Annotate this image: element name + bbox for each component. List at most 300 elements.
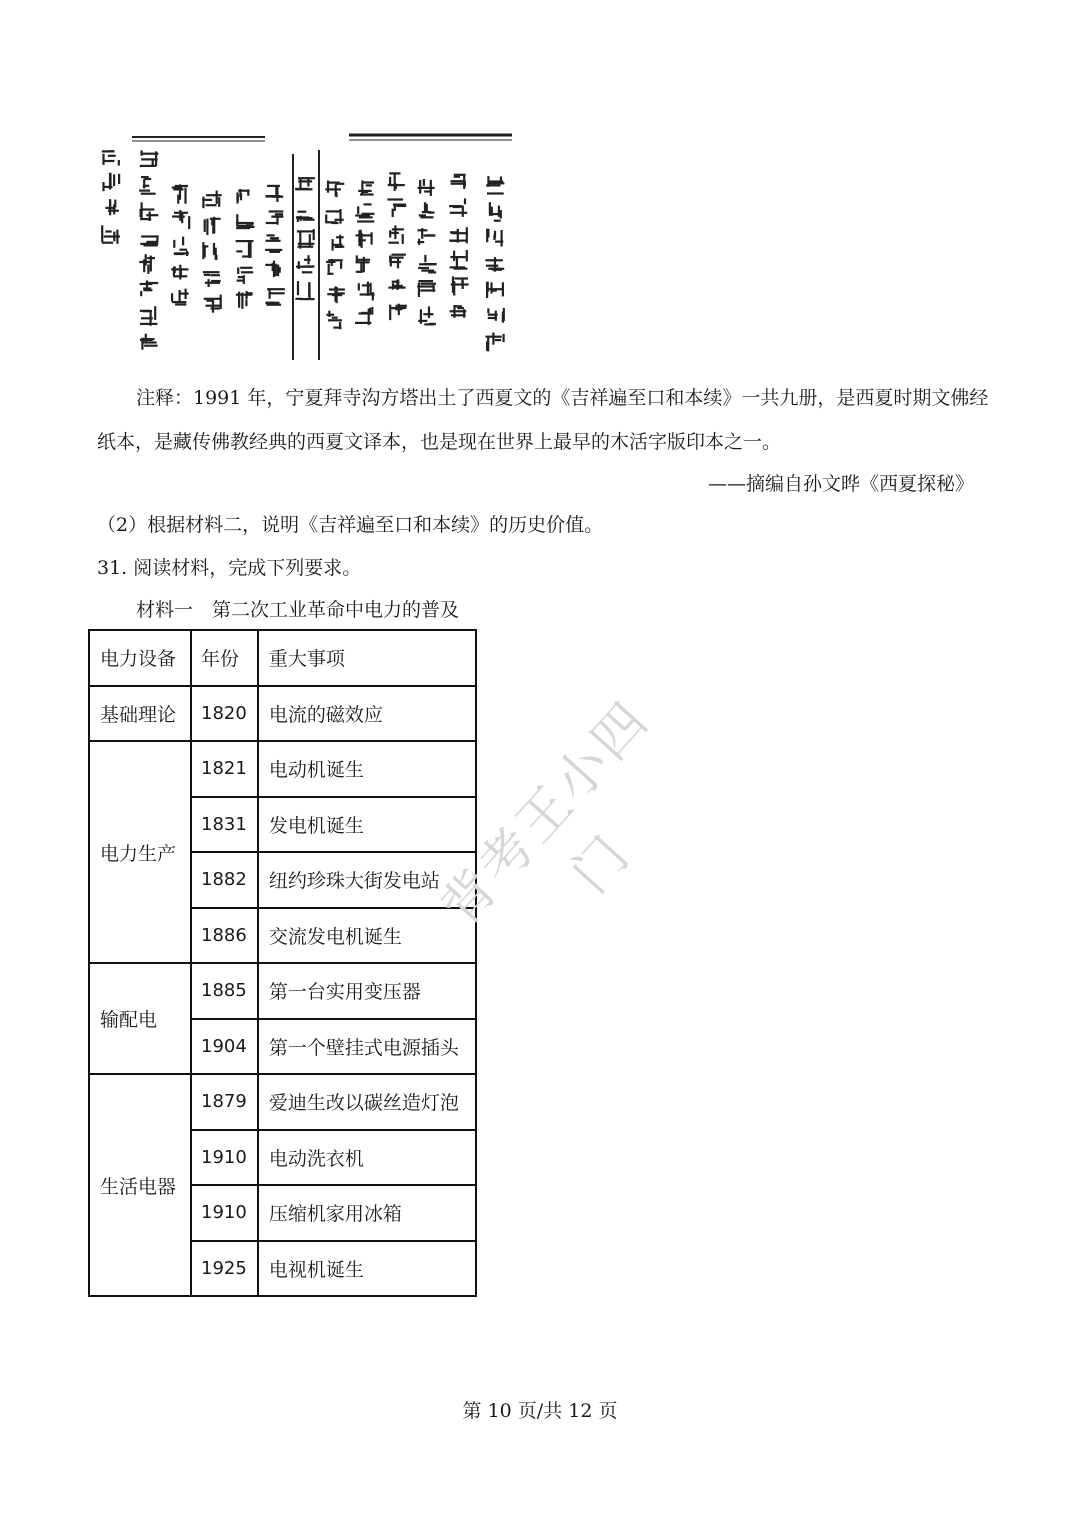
event-cell: 压缩机家用冰箱 <box>258 1185 476 1241</box>
tangut-glyph-stroke <box>180 293 189 295</box>
tangut-glyph-stroke <box>182 237 184 246</box>
tangut-glyph-stroke <box>173 275 187 277</box>
tangut-glyph-stroke <box>361 180 363 195</box>
tangut-glyph-stroke <box>488 317 496 319</box>
tangut-glyph-stroke <box>495 339 501 341</box>
year-cell: 1879 <box>191 1074 258 1130</box>
tangut-glyph-stroke <box>298 261 300 269</box>
tangut-glyph-stroke <box>364 203 372 205</box>
tangut-glyph-stroke <box>394 205 396 211</box>
tangut-glyph-stroke <box>421 283 437 285</box>
tangut-glyph-stroke <box>108 150 115 152</box>
tangut-glyph-stroke <box>391 254 405 256</box>
tangut-glyph-stroke <box>144 178 151 180</box>
tangut-glyph-stroke <box>336 236 344 238</box>
tangut-glyph-stroke <box>495 311 497 321</box>
tangut-glyph-stroke <box>423 179 425 186</box>
tangut-glyph-stroke <box>303 265 314 267</box>
tangut-glyph-stroke <box>172 215 179 217</box>
tangut-glyph-stroke <box>428 306 430 318</box>
event-cell: 发电机诞生 <box>258 797 476 853</box>
tangut-glyph-stroke <box>179 210 181 221</box>
tangut-glyph-stroke <box>246 292 253 294</box>
tangut-glyph-stroke <box>215 248 217 260</box>
tangut-glyph-stroke <box>466 250 468 261</box>
tangut-glyph-stroke <box>202 197 204 209</box>
tangut-glyph-stroke <box>175 185 188 187</box>
tangut-glyph-stroke <box>104 235 120 237</box>
tangut-glyph-stroke <box>177 195 179 204</box>
tangut-glyph-stroke <box>358 259 370 261</box>
tangut-glyph-stroke <box>359 216 373 218</box>
tangut-glyph-stroke <box>429 323 436 325</box>
tangut-glyph-stroke <box>269 251 280 253</box>
tangut-glyph-stroke <box>139 190 150 192</box>
tangut-glyph-stroke <box>206 194 222 196</box>
tangut-glyph-stroke <box>494 220 501 222</box>
tangut-glyph-stroke <box>422 211 431 213</box>
tangut-glyph-stroke <box>450 310 467 312</box>
tangut-glyph-stroke <box>300 216 302 221</box>
tangut-glyph-stroke <box>113 174 115 186</box>
tangut-glyph-stroke <box>206 300 212 302</box>
tangut-glyph-stroke <box>358 230 360 246</box>
tangut-glyph-stroke <box>502 282 504 296</box>
tangut-glyph-stroke <box>203 271 220 273</box>
tangut-glyph-stroke <box>371 307 373 315</box>
tangut-glyph-stroke <box>329 288 345 290</box>
tangut-glyph-stroke <box>457 229 459 243</box>
event-cell: 电动机诞生 <box>258 741 476 797</box>
tangut-glyph-stroke <box>328 264 330 273</box>
tangut-glyph-stroke <box>109 200 111 215</box>
event-cell: 交流发电机诞生 <box>258 908 476 964</box>
tangut-glyph-stroke <box>463 175 465 189</box>
tangut-glyph-stroke <box>491 207 493 216</box>
tangut-glyph-stroke <box>240 193 242 200</box>
tangut-glyph-stroke <box>328 319 342 321</box>
tangut-glyph-stroke <box>143 259 145 272</box>
tangut-glyph-stroke <box>236 214 238 225</box>
tangut-glyph-stroke <box>171 293 173 301</box>
tangut-glyph-stroke <box>140 209 142 218</box>
table-header-row <box>89 630 476 686</box>
tangut-glyph-stroke <box>489 180 504 182</box>
tangut-glyph-stroke <box>141 176 149 178</box>
tangut-glyph-stroke <box>211 307 221 309</box>
note-line-1: 注释：1991 年，宁夏拜寺沟方塔出土了西夏文的《吉祥遍至口和本续》一共九册，是西夏时期文佛经 <box>136 387 989 409</box>
year-cell: 1885 <box>191 963 258 1019</box>
tangut-glyph-stroke <box>102 242 113 244</box>
tangut-glyph-stroke <box>451 180 465 182</box>
tangut-glyph-stroke <box>332 317 338 319</box>
event-cell: 电视机诞生 <box>258 1241 476 1297</box>
tangut-glyph-stroke <box>462 280 464 289</box>
tangut-glyph-stroke <box>302 271 312 273</box>
event-cell: 第一台实用变压器 <box>258 963 476 1019</box>
tangut-glyph-stroke <box>140 323 157 325</box>
event-cell: 电动洗衣机 <box>258 1130 476 1186</box>
tangut-glyph-stroke <box>396 280 398 290</box>
tangut-glyph-stroke <box>146 214 158 216</box>
tangut-glyph-stroke <box>356 271 363 273</box>
tangut-glyph-stroke <box>206 204 217 206</box>
tangut-glyph-stroke <box>454 174 466 176</box>
tangut-glyph-stroke <box>141 235 159 237</box>
tangut-glyph-stroke <box>204 274 210 276</box>
tangut-glyph-stroke <box>486 265 498 267</box>
category-cell: 电力生产 <box>89 741 191 963</box>
year-cell: 1882 <box>191 852 258 908</box>
tangut-glyph-stroke <box>173 267 175 276</box>
tangut-glyph-stroke <box>105 230 111 232</box>
tangut-glyph-stroke <box>391 232 399 234</box>
tangut-glyph-stroke <box>327 181 329 193</box>
tangut-glyph-stroke <box>184 188 186 204</box>
material-1-caption: 材料一 第二次工业革命中电力的普及 <box>136 599 460 621</box>
tangut-glyph-stroke <box>433 285 435 292</box>
tangut-glyph-stroke <box>140 218 151 220</box>
tangut-glyph-stroke <box>240 267 252 269</box>
tangut-glyph-stroke <box>141 150 143 155</box>
page-footer: 第 10 页/共 12 页 <box>462 1400 618 1422</box>
header-cell: 年份 <box>191 630 258 686</box>
tangut-glyph-stroke <box>265 249 282 251</box>
tangut-glyph-stroke <box>140 165 156 167</box>
tangut-glyph-stroke <box>140 291 142 296</box>
tangut-glyph-stroke <box>371 232 373 244</box>
tangut-glyph-stroke <box>304 259 311 261</box>
tangut-glyph-stroke <box>273 216 284 218</box>
tangut-glyph-stroke <box>179 249 187 251</box>
tangut-glyph-stroke <box>270 237 279 239</box>
tangut-glyph-stroke <box>421 270 434 272</box>
tangut-glyph-stroke <box>241 271 253 273</box>
tangut-glyph-stroke <box>247 189 249 195</box>
tangut-glyph-stroke <box>179 290 181 301</box>
tangut-glyph-stroke <box>466 227 468 243</box>
tangut-glyph-stroke <box>494 231 496 238</box>
tangut-glyph-stroke <box>402 234 404 244</box>
tangut-glyph-stroke <box>297 281 299 295</box>
tangut-glyph-stroke <box>492 269 502 271</box>
tangut-glyph-stroke <box>118 174 120 184</box>
tangut-glyph-stroke <box>389 242 399 244</box>
tangut-glyph-stroke <box>154 306 156 320</box>
tangut-glyph-stroke <box>238 292 240 308</box>
tangut-glyph-stroke <box>211 219 213 225</box>
tangut-glyph-stroke <box>335 192 337 197</box>
tangut-glyph-stroke <box>175 303 186 305</box>
tangut-glyph-stroke <box>142 153 158 155</box>
tangut-glyph-stroke <box>453 206 459 208</box>
tangut-glyph-stroke <box>265 264 273 266</box>
tangut-glyph-stroke <box>246 223 254 225</box>
tangut-glyph-stroke <box>104 160 115 162</box>
tangut-glyph-stroke <box>426 204 428 212</box>
tangut-glyph-stroke <box>109 173 111 189</box>
note-line-2: 纸本，是藏传佛教经典的西夏文译本，也是现在世界上最早的木活字版印本之一。 <box>97 431 782 453</box>
tangut-glyph-stroke <box>298 211 307 213</box>
tangut-glyph-stroke <box>236 250 242 252</box>
tangut-glyph-stroke <box>188 216 190 229</box>
tangut-glyph-stroke <box>325 215 327 223</box>
tangut-glyph-stroke <box>210 218 221 220</box>
tangut-glyph-stroke <box>220 295 222 309</box>
tangut-glyph-stroke <box>204 219 206 232</box>
tangut-glyph-stroke <box>489 202 491 216</box>
tangut-glyph-stroke <box>487 192 504 194</box>
tangut-glyph-stroke <box>457 307 464 309</box>
tangut-glyph-stroke <box>340 262 342 269</box>
question-2: （2）根据材料二，说明《吉祥遍至口和本续》的历史价值。 <box>97 514 604 536</box>
tangut-glyph-stroke <box>357 220 374 222</box>
tangut-glyph-stroke <box>240 226 255 228</box>
tangut-glyph-stroke <box>366 184 372 186</box>
tangut-glyph-stroke <box>450 231 459 233</box>
tangut-glyph-stroke <box>245 300 247 306</box>
tangut-glyph-stroke <box>143 289 152 291</box>
tangut-glyph-stroke <box>327 293 342 295</box>
tangut-glyph-stroke <box>503 334 505 342</box>
tangut-glyph-stroke <box>487 308 489 313</box>
tangut-glyph-stroke <box>389 305 391 321</box>
tangut-glyph-stroke <box>269 290 271 299</box>
tangut-glyph-stroke <box>249 243 251 258</box>
tangut-glyph-stroke <box>267 234 275 236</box>
tangut-glyph-stroke <box>390 257 404 259</box>
tangut-glyph-stroke <box>367 282 369 296</box>
tangut-glyph-stroke <box>118 160 120 166</box>
tangut-glyph-stroke <box>218 197 220 207</box>
tangut-glyph-stroke <box>335 183 344 185</box>
tangut-glyph-stroke <box>266 302 275 304</box>
watermark: 背考王小四门 <box>430 689 663 938</box>
tangut-glyph-stroke <box>140 339 153 341</box>
category-cell: 生活电器 <box>89 1074 191 1296</box>
tangut-glyph-stroke <box>500 177 502 184</box>
tangut-glyph-stroke <box>298 180 312 182</box>
year-cell: 1831 <box>191 797 258 853</box>
tangut-glyph-stroke <box>266 240 281 242</box>
tangut-glyph-stroke <box>454 176 460 178</box>
tangut-glyph-stroke <box>389 172 400 174</box>
tangut-glyph-stroke <box>332 239 334 251</box>
tangut-glyph-stroke <box>266 195 283 197</box>
tangut-glyph-stroke <box>299 232 301 249</box>
tangut-glyph-stroke <box>417 285 432 287</box>
tangut-glyph-stroke <box>490 282 492 293</box>
tangut-glyph-stroke <box>173 240 175 248</box>
tangut-glyph-stroke <box>308 282 310 296</box>
tangut-glyph-stroke <box>391 184 405 186</box>
tangut-glyph-stroke <box>331 259 333 266</box>
tangut-glyph-stroke <box>418 239 420 245</box>
tangut-glyph-stroke <box>174 253 184 255</box>
tangut-glyph-stroke <box>307 178 309 186</box>
tangut-glyph-stroke <box>392 209 394 217</box>
tangut-glyph-stroke <box>455 277 469 279</box>
category-cell: 输配电 <box>89 963 191 1074</box>
tangut-glyph-stroke <box>389 230 391 237</box>
tangut-glyph-stroke <box>102 182 104 191</box>
tangut-glyph-stroke <box>204 247 206 258</box>
tangut-glyph-stroke <box>368 309 370 325</box>
header-cell: 电力设备 <box>89 630 191 686</box>
tangut-glyph-stroke <box>396 305 407 307</box>
table-row <box>89 686 476 742</box>
year-cell: 1925 <box>191 1241 258 1297</box>
tangut-glyph-stroke <box>387 198 403 200</box>
tangut-glyph-stroke <box>487 288 502 290</box>
tangut-glyph-stroke <box>420 216 433 218</box>
event-cell: 第一个壁挂式电源插头 <box>258 1019 476 1075</box>
table-row <box>89 741 476 797</box>
tangut-glyph-stroke <box>487 282 489 292</box>
tangut-glyph-stroke <box>395 308 402 310</box>
tangut-glyph-stroke <box>358 283 360 290</box>
tangut-glyph-stroke <box>486 341 488 351</box>
tangut-glyph-stroke <box>275 186 277 195</box>
tangut-glyph-stroke <box>450 256 465 258</box>
tangut-glyph-stroke <box>326 210 341 212</box>
tangut-glyph-stroke <box>102 154 104 165</box>
tangut-glyph-stroke <box>236 192 238 203</box>
tangut-glyph-stroke <box>419 214 426 216</box>
tangut-glyph-stroke <box>309 234 311 246</box>
tangut-glyph-stroke <box>418 267 429 269</box>
tangut-glyph-stroke <box>498 206 500 217</box>
tangut-glyph-stroke <box>141 193 156 195</box>
tangut-glyph-stroke <box>492 333 494 345</box>
tangut-glyph-stroke <box>266 304 281 306</box>
tangut-glyph-stroke <box>147 241 158 243</box>
tangut-glyph-stroke <box>418 320 427 322</box>
event-cell: 爱迪生改以碳丝造灯泡 <box>258 1074 476 1130</box>
event-cell: 电流的磁效应 <box>258 686 476 742</box>
tangut-glyph-stroke <box>359 312 369 314</box>
tangut-glyph-stroke <box>495 241 503 243</box>
tangut-glyph-stroke <box>389 177 391 186</box>
tangut-glyph-stroke <box>243 275 245 284</box>
tangut-glyph-stroke <box>206 219 208 235</box>
year-cell: 1821 <box>191 741 258 797</box>
tangut-glyph-stroke <box>358 190 371 192</box>
year-cell: 1910 <box>191 1185 258 1241</box>
tangut-glyph-stroke <box>114 200 116 208</box>
tangut-glyph-stroke <box>370 283 372 294</box>
tangut-glyph-stroke <box>424 255 426 262</box>
tangut-glyph-stroke <box>210 274 220 276</box>
tangut-glyph-stroke <box>269 210 284 212</box>
event-cell: 纽约珍珠大街发电站 <box>258 852 476 908</box>
tangut-glyph-stroke <box>327 273 333 275</box>
tangut-glyph-stroke <box>335 219 344 221</box>
tangut-glyph-stroke <box>295 188 308 190</box>
tangut-glyph-stroke <box>336 246 344 248</box>
year-cell: 1820 <box>191 686 258 742</box>
tangut-glyph-stroke <box>185 289 187 299</box>
tangut-glyph-stroke <box>108 155 116 157</box>
source-citation: ——摘编自孙文晔《西夏探秘》 <box>707 473 974 495</box>
tangut-glyph-stroke <box>101 225 103 242</box>
tangut-glyph-stroke <box>273 261 275 278</box>
tangut-glyph-stroke <box>418 283 420 297</box>
table-row <box>89 963 476 1019</box>
tangut-glyph-stroke <box>300 298 315 300</box>
tangut-glyph-stroke <box>357 206 359 214</box>
tangut-glyph-stroke <box>395 184 397 189</box>
tangut-glyph-stroke <box>325 221 337 223</box>
tangut-glyph-stroke <box>147 265 149 274</box>
electricity-table <box>88 629 477 1297</box>
year-cell: 1910 <box>191 1130 258 1186</box>
tangut-glyph-stroke <box>501 230 503 247</box>
tangut-glyph-stroke <box>266 222 278 224</box>
tangut-print-image <box>97 132 517 364</box>
tangut-glyph-stroke <box>464 198 466 204</box>
tangut-glyph-stroke <box>424 235 436 237</box>
tangut-glyph-stroke <box>326 314 334 316</box>
tangut-glyph-stroke <box>141 208 155 210</box>
tangut-glyph-stroke <box>356 261 370 263</box>
tangut-glyph-stroke <box>486 229 488 243</box>
tangut-glyph-stroke <box>296 216 309 218</box>
tangut-glyph-stroke <box>205 282 220 284</box>
tangut-glyph-stroke <box>453 305 455 318</box>
tangut-glyph-stroke <box>418 229 428 231</box>
tangut-glyph-stroke <box>418 187 435 189</box>
tangut-glyph-stroke <box>450 212 467 214</box>
tangut-glyph-stroke <box>453 251 455 261</box>
tangut-glyph-stroke <box>139 261 151 263</box>
table-row <box>89 1074 476 1130</box>
tangut-glyph-stroke <box>113 232 115 242</box>
tangut-glyph-stroke <box>418 280 433 282</box>
tangut-glyph-stroke <box>333 327 341 329</box>
tangut-glyph-stroke <box>503 308 505 321</box>
tangut-glyph-stroke <box>450 266 465 268</box>
tangut-glyph-stroke <box>140 310 151 312</box>
tangut-glyph-stroke <box>424 190 430 192</box>
tangut-glyph-stroke <box>150 256 152 272</box>
tangut-glyph-stroke <box>392 228 404 230</box>
year-cell: 1904 <box>191 1019 258 1075</box>
tangut-glyph-stroke <box>356 234 372 236</box>
year-cell: 1886 <box>191 908 258 964</box>
header-cell: 重大事项 <box>258 630 476 686</box>
tangut-glyph-stroke <box>500 210 502 218</box>
tangut-glyph-stroke <box>277 265 279 277</box>
category-cell: 基础理论 <box>89 686 191 742</box>
tangut-glyph-stroke <box>146 280 148 288</box>
tangut-glyph-stroke <box>390 261 401 263</box>
tangut-glyph-stroke <box>453 281 455 295</box>
tangut-glyph-stroke <box>419 263 435 265</box>
tangut-glyph-stroke <box>208 279 210 287</box>
tangut-glyph-stroke <box>275 213 283 215</box>
question-31: 31. 阅读材料，完成下列要求。 <box>97 557 362 579</box>
tangut-glyph-stroke <box>216 191 218 204</box>
tangut-glyph-stroke <box>206 305 221 307</box>
tangut-glyph-stroke <box>451 314 466 316</box>
tangut-glyph-stroke <box>237 267 239 274</box>
tangut-glyph-stroke <box>173 188 183 190</box>
tangut-glyph-stroke <box>267 185 280 187</box>
tangut-glyph-stroke <box>362 213 375 215</box>
tangut-glyph-stroke <box>142 341 157 343</box>
tangut-glyph-stroke <box>172 301 186 303</box>
